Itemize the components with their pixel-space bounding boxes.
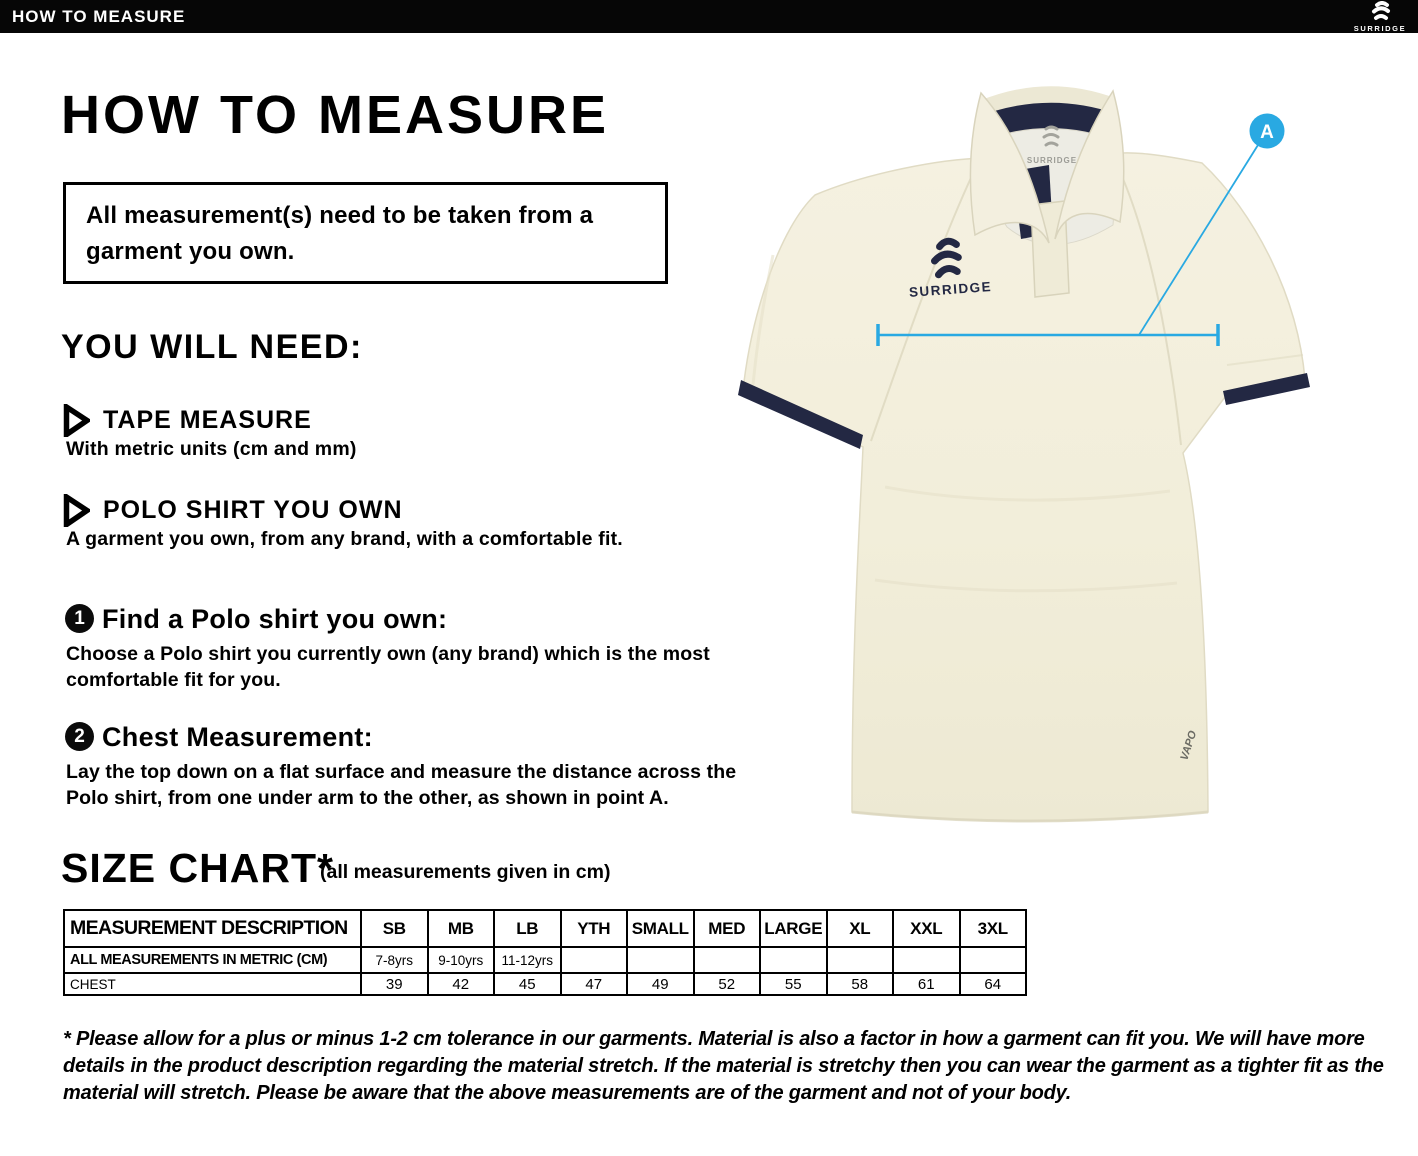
table-cell: 7-8yrs <box>361 947 428 973</box>
polo-shirt-figure <box>715 55 1310 845</box>
table-cell: 47 <box>561 973 628 995</box>
table-cell: 9-10yrs <box>428 947 495 973</box>
table-header-cell: SMALL <box>627 910 694 947</box>
table-cell <box>893 947 960 973</box>
chest-brand-text: SURRIDGE <box>908 279 993 300</box>
table-header-cell: LARGE <box>760 910 827 947</box>
table-header-cell: LB <box>494 910 561 947</box>
table-header-cell: MED <box>694 910 761 947</box>
need-item-polo-shirt-desc: A garment you own, from any brand, with a comfortable fit. <box>66 528 623 550</box>
need-item-polo-shirt-title: POLO SHIRT YOU OWN <box>103 496 403 524</box>
table-cell <box>694 947 761 973</box>
shirt-body <box>743 153 1305 821</box>
table-cell: 42 <box>428 973 495 995</box>
table-cell <box>627 947 694 973</box>
table-cell: 52 <box>694 973 761 995</box>
table-cell: 49 <box>627 973 694 995</box>
table-cell: 39 <box>361 973 428 995</box>
table-header-cell: YTH <box>561 910 628 947</box>
table-cell: 45 <box>494 973 561 995</box>
need-item-tape-measure-desc: With metric units (cm and mm) <box>66 438 357 460</box>
surridge-logo <box>1350 1 1410 32</box>
step-1-description: Choose a Polo shirt you currently own (any brand) which is the most comfortable fit for you. <box>66 643 710 691</box>
surridge-logo-text: SURRIDGE <box>1353 24 1407 33</box>
tolerance-footnote: * Please allow for a plus or minus 1-2 cm tolerance in our garments. Material is also a factor in how a garment can fit you. We will have more details in the product description regarding the material stretch. If the material is stretchy then you can wear the garment as a tighter fit as the material will stretch. Please be aware that the above measurements are of the garment and not of your body. <box>63 1028 1384 1104</box>
table-cell <box>561 947 628 973</box>
bullet-triangle-icon <box>63 404 90 437</box>
step-number-badge: 1 <box>65 604 94 633</box>
need-item-tape-measure-title: TAPE MEASURE <box>103 406 312 434</box>
step-2-description: Lay the top down on a flat surface and measure the distance across the Polo shirt, from one under arm to the other, as shown in point A. <box>66 761 737 809</box>
table-header-cell: MEASUREMENT DESCRIPTION <box>64 910 361 947</box>
table-header-row <box>64 910 1026 947</box>
table-cell: 61 <box>893 973 960 995</box>
table-cell: 64 <box>960 973 1027 995</box>
bullet-triangle-icon <box>63 494 90 527</box>
table-header-cell: 3XL <box>960 910 1027 947</box>
inner-neck-tag-text: SURRIDGE <box>1026 156 1078 165</box>
size-chart-table <box>63 909 1027 996</box>
table-cell: 55 <box>760 973 827 995</box>
size-chart-heading: SIZE CHART* <box>61 845 334 891</box>
table-header-cell: XXL <box>893 910 960 947</box>
step-2-title: Chest Measurement: <box>102 722 373 752</box>
polo-shirt-illustration <box>715 55 1310 845</box>
table-header-cell: XL <box>827 910 894 947</box>
top-bar <box>0 0 1418 33</box>
hem-watermark-text: VAPO <box>1178 729 1200 762</box>
notice-text: All measurement(s) need to be taken from a garment you own. <box>86 202 594 265</box>
step-number-badge: 2 <box>65 722 94 751</box>
table-cell <box>760 947 827 973</box>
table-cell: CHEST <box>64 973 361 995</box>
table-cell <box>827 947 894 973</box>
table-cell <box>960 947 1027 973</box>
notice-box <box>63 182 668 284</box>
surridge-s-icon <box>1368 1 1392 21</box>
table-header-cell: SB <box>361 910 428 947</box>
you-will-need-heading: YOU WILL NEED: <box>61 328 363 366</box>
table-row <box>64 973 1026 995</box>
table-row <box>64 947 1026 973</box>
top-bar-title: HOW TO MEASURE <box>12 7 186 26</box>
step-1-title: Find a Polo shirt you own: <box>102 604 448 634</box>
table-cell: ALL MEASUREMENTS IN METRIC (CM) <box>64 947 361 973</box>
table-header-cell: MB <box>428 910 495 947</box>
point-a-label: A <box>1260 122 1274 143</box>
page-title: HOW TO MEASURE <box>61 85 610 145</box>
table-cell: 11-12yrs <box>494 947 561 973</box>
table-cell: 58 <box>827 973 894 995</box>
size-chart-subheading: (all measurements given in cm) <box>320 861 611 883</box>
